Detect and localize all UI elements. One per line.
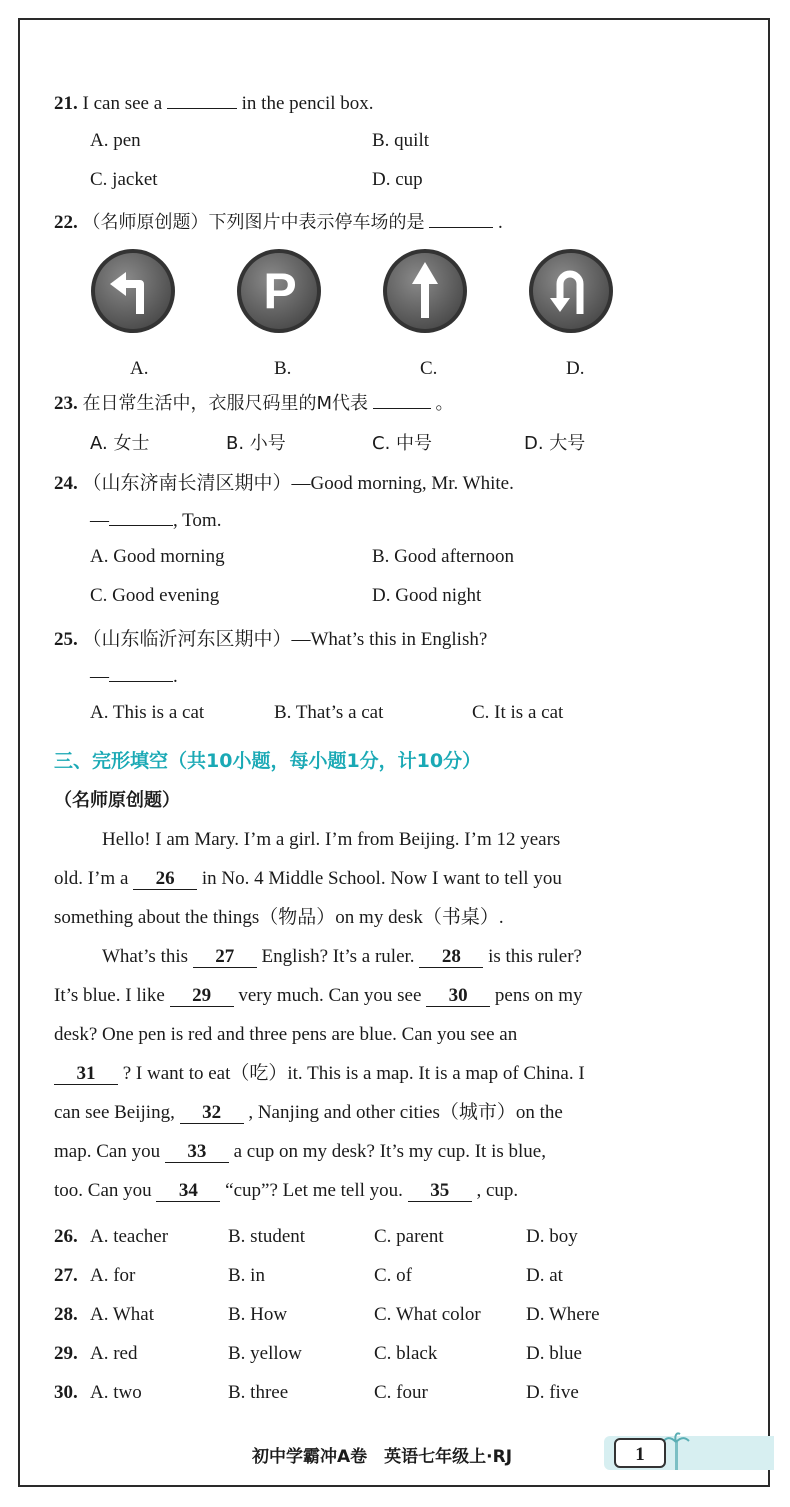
q28-option-c[interactable]: C. What color [374, 1304, 481, 1325]
page-footer [0, 1432, 790, 1472]
q27-option-d[interactable]: D. at [526, 1265, 563, 1286]
q28-option-d[interactable]: D. Where [526, 1304, 600, 1325]
blank-29[interactable]: 29 [170, 986, 234, 1007]
passage-line: 31 ? I want to eat（吃）it. This is a map. It is a map of China. I [54, 1054, 670, 1093]
q30-option-a[interactable]: A. two [90, 1382, 142, 1403]
question-number: 25. [54, 629, 78, 650]
section-source: （名师原创题） [54, 790, 180, 811]
question-number: 24. [54, 473, 78, 494]
question-end-punct: . [498, 212, 503, 233]
q27-option-c[interactable]: C. of [374, 1265, 412, 1286]
footer-book-title: 初中学霸冲A卷 英语七年级上·RJ [252, 1447, 513, 1467]
passage-line: Hello! I am Mary. I’m a girl. I’m from Beijing. I’m 12 years [102, 829, 561, 850]
q29-option-d[interactable]: D. blue [526, 1343, 582, 1364]
q23-option-c[interactable]: C. 中号 [372, 433, 433, 454]
q25-option-b[interactable]: B. That’s a cat [274, 702, 384, 723]
passage-line: old. I’m a 26 in No. 4 Middle School. Now I want to tell you [54, 868, 562, 889]
q24-option-d[interactable]: D. Good night [372, 585, 482, 606]
answer-blank[interactable] [167, 90, 237, 109]
q23-option-d[interactable]: D. 大号 [524, 433, 586, 454]
q24-option-a[interactable]: A. Good morning [90, 546, 225, 567]
q25-option-c[interactable]: C. It is a cat [472, 702, 564, 723]
question-21 [54, 90, 374, 115]
q29-option-c[interactable]: C. black [374, 1343, 438, 1364]
q25-option-a[interactable]: A. This is a cat [90, 702, 205, 723]
turn-left-arrow-icon[interactable] [90, 248, 176, 334]
question-number: 30. [54, 1382, 78, 1403]
cloze-question-27 [54, 1265, 78, 1287]
parking-p-icon[interactable] [236, 248, 322, 334]
question-number: 23. [54, 393, 78, 414]
question-text: 在日常生活中，衣服尺码里的M代表 [82, 393, 369, 414]
q28-option-a[interactable]: A. What [90, 1304, 155, 1325]
q26-option-a[interactable]: A. teacher [90, 1226, 169, 1247]
section-title: 三、完形填空（共10小题，每小题1分，计10分） [54, 750, 482, 772]
question-end-punct: 。 [435, 393, 454, 414]
blank-34[interactable]: 34 [156, 1181, 220, 1202]
question-number: 28. [54, 1304, 78, 1325]
passage-line: map. Can you 33 a cup on my desk? It’s my cup. It is blue, [54, 1141, 546, 1162]
q21-option-d[interactable]: D. cup [372, 169, 423, 190]
blank-30[interactable]: 30 [426, 986, 490, 1007]
q24-option-b[interactable]: B. Good afternoon [372, 546, 514, 567]
straight-up-arrow-icon[interactable] [382, 248, 468, 334]
question-text-pre: I can see a [82, 93, 163, 114]
question-number: 29. [54, 1343, 78, 1364]
question-25-reply: — . [90, 663, 178, 688]
question-number: 27. [54, 1265, 78, 1286]
cloze-passage [54, 820, 670, 1210]
q30-option-b[interactable]: B. three [228, 1382, 289, 1403]
sign-label-d: D. [566, 358, 585, 379]
passage-line: It’s blue. I like 29 very much. Can you see 30 pens on my [54, 985, 583, 1006]
question-text: （山东临沂河东区期中）—What’s this in English? [82, 629, 488, 650]
blank-28[interactable]: 28 [419, 947, 483, 968]
question-number: 22. [54, 212, 78, 233]
question-25 [54, 624, 487, 651]
traffic-sign-options [90, 248, 650, 379]
q29-option-a[interactable]: A. red [90, 1343, 138, 1364]
page-number: 1 [614, 1438, 666, 1468]
q28-option-b[interactable]: B. How [228, 1304, 288, 1325]
question-number: 21. [54, 93, 78, 114]
u-turn-arrow-icon[interactable] [528, 248, 614, 334]
passage-line: too. Can you 34 “cup”? Let me tell you. 35 , cup. [54, 1180, 519, 1201]
q27-option-b[interactable]: B. in [228, 1265, 265, 1286]
passage-line: can see Beijing, 32 , Nanjing and other cities（城市）on the [54, 1102, 563, 1123]
reply-text: , Tom. [173, 510, 222, 531]
palm-tree-icon [664, 1432, 690, 1472]
sign-label-a: A. [130, 358, 149, 379]
blank-33[interactable]: 33 [165, 1142, 229, 1163]
blank-31[interactable]: 31 [54, 1064, 118, 1085]
blank-26[interactable]: 26 [133, 869, 197, 890]
sign-label-c: C. [420, 358, 438, 379]
passage-line: desk? One pen is red and three pens are blue. Can you see an [54, 1024, 518, 1045]
question-text: （名师原创题）下列图片中表示停车场的是 [82, 212, 425, 233]
q21-option-a[interactable]: A. pen [90, 130, 141, 151]
answer-blank[interactable] [429, 209, 493, 228]
blank-35[interactable]: 35 [408, 1181, 472, 1202]
answer-blank[interactable] [373, 390, 431, 409]
sign-label-b: B. [274, 358, 292, 379]
passage-line: What’s this 27 English? It’s a ruler. 28 is this ruler? [102, 946, 582, 967]
svg-text:P: P [263, 263, 297, 319]
question-23 [54, 389, 454, 415]
blank-32[interactable]: 32 [180, 1103, 244, 1124]
cloze-question-26 [54, 1226, 78, 1248]
question-24-reply: — , Tom. [90, 507, 221, 532]
cloze-question-30 [54, 1382, 78, 1404]
q24-option-c[interactable]: C. Good evening [90, 585, 220, 606]
q21-option-b[interactable]: B. quilt [372, 130, 430, 151]
question-number: 26. [54, 1226, 78, 1247]
cloze-question-28 [54, 1304, 78, 1326]
answer-blank[interactable] [109, 663, 173, 682]
question-22 [54, 208, 503, 234]
answer-blank[interactable] [109, 507, 173, 526]
q23-option-a[interactable]: A. 女士 [90, 433, 150, 454]
q26-option-c[interactable]: C. parent [374, 1226, 444, 1247]
question-text-post: in the pencil box. [241, 93, 374, 114]
passage-line: something about the things（物品）on my desk（书桌）. [54, 907, 504, 928]
q30-option-c[interactable]: C. four [374, 1382, 428, 1403]
question-24 [54, 468, 514, 495]
q26-option-b[interactable]: B. student [228, 1226, 306, 1247]
question-text: （山东济南长清区期中）—Good morning, Mr. White. [82, 473, 514, 494]
reply-text: . [173, 666, 178, 687]
cloze-question-29 [54, 1343, 78, 1365]
q27-option-a[interactable]: A. for [90, 1265, 136, 1286]
q30-option-d[interactable]: D. five [526, 1382, 579, 1403]
blank-27[interactable]: 27 [193, 947, 257, 968]
q21-option-c[interactable]: C. jacket [90, 169, 158, 190]
q29-option-b[interactable]: B. yellow [228, 1343, 302, 1364]
q26-option-d[interactable]: D. boy [526, 1226, 578, 1247]
q23-option-b[interactable]: B. 小号 [226, 433, 286, 454]
